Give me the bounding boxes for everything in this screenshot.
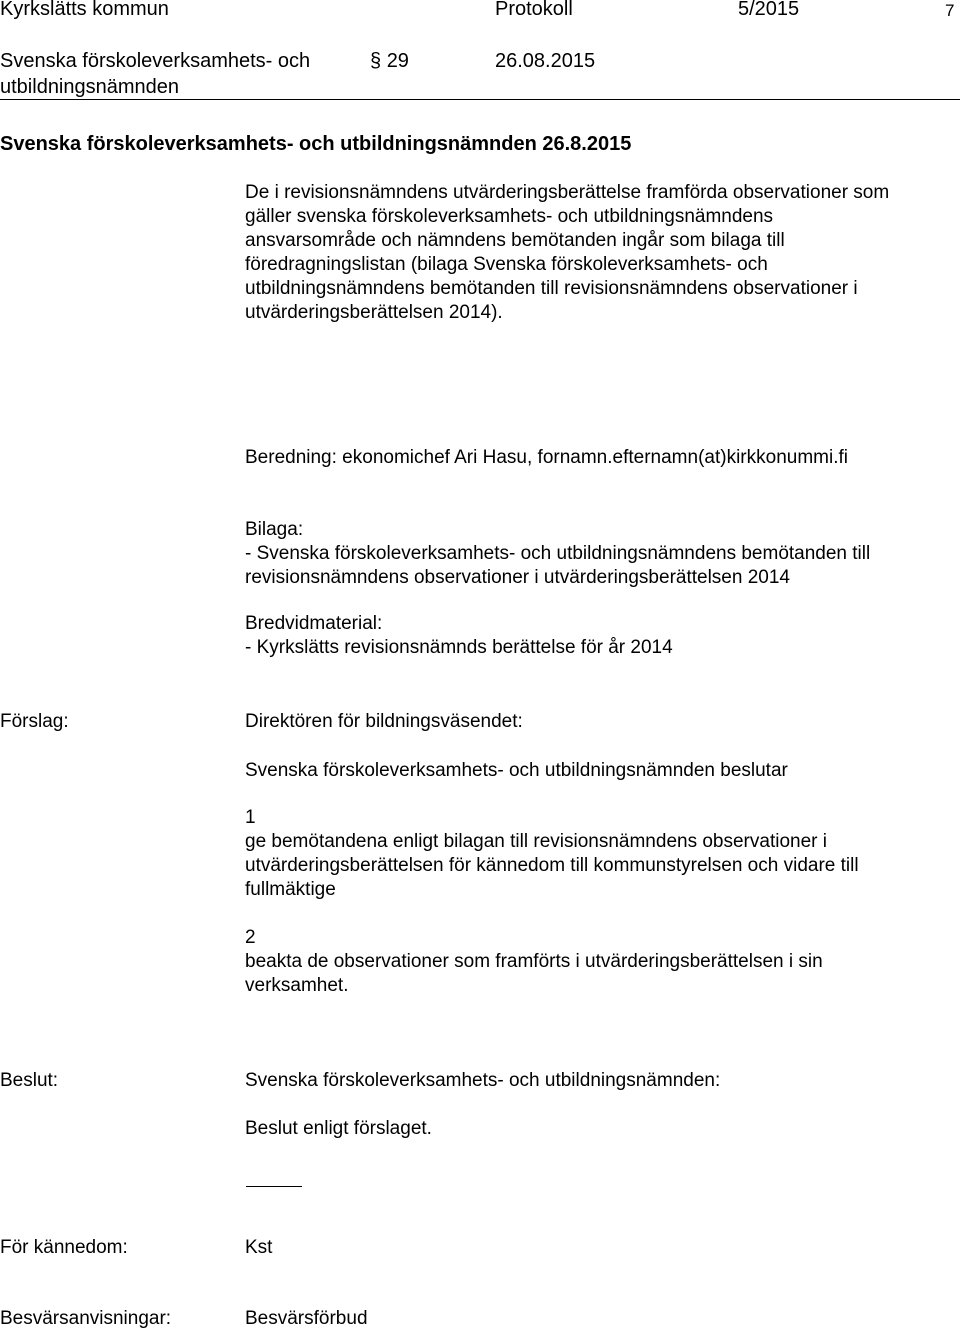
header-body-line2: utbildningsnämnden [0,76,180,98]
forslag-item-2 [245,926,955,998]
item-text-line: fullmäktige [245,879,336,900]
intro-line: utvärderingsberättelsen 2014). [245,302,503,323]
beslut-text: Beslut enligt förslaget. [245,1118,432,1139]
forslag-item-1 [245,806,955,902]
item-number: 1 [245,807,256,828]
beredning-line: Beredning: ekonomichef Ari Hasu, fornamn.efternamn(at)kirkkonummi.fi [245,447,848,468]
header-body-line1: Svenska förskoleverksamhets- och [0,50,311,72]
divider-line [246,1186,302,1187]
intro-paragraph [245,181,955,325]
header-date: 26.08.2015 [495,50,596,72]
bredvidmaterial-item: - Kyrkslätts revisionsnämnds berättelse för år 2014 [245,637,673,658]
bilaga-label: Bilaga: [245,519,304,540]
for-kannedom-value: Kst [245,1237,273,1258]
header-divider [0,99,960,100]
besvarsanvisningar-value: Besvärsförbud [245,1308,368,1329]
document-type: Protokoll [495,0,573,20]
section-number-value: 29 [386,50,409,72]
forslag-decider: Svenska förskoleverksamhets- och utbildningsnämnden beslutar [245,760,788,781]
municipality-name: Kyrkslätts kommun [0,0,169,20]
intro-line: föredragningslistan (bilaga Svenska förskoleverksamhets- och [245,254,768,275]
page-number: 7 [945,1,955,20]
for-kannedom-label: För kännedom: [0,1237,128,1258]
intro-line: utbildningsnämndens bemötanden till revisionsnämndens observationer i [245,278,858,299]
intro-line: gäller svenska förskoleverksamhets- och utbildningsnämndens [245,206,774,227]
forslag-heading: Direktören för bildningsväsendet: [245,711,523,732]
page-title: Svenska förskoleverksamhets- och utbildningsnämnden 26.8.2015 [0,133,632,155]
section-sign-icon: § [370,50,382,72]
bredvidmaterial-label: Bredvidmaterial: [245,613,383,634]
bilaga-block [245,518,955,590]
bredvidmaterial-block [245,612,955,660]
section-number [370,49,409,73]
item-text-line: ge bemötandena enligt bilagan till revisionsnämndens observationer i [245,831,827,852]
intro-line: ansvarsområde och nämndens bemötanden ingår som bilaga till [245,230,785,251]
item-number: 2 [245,927,256,948]
bilaga-item: revisionsnämndens observationer i utvärderingsberättelsen 2014 [245,567,790,588]
item-text-line: verksamhet. [245,975,349,996]
protocol-number: 5/2015 [738,0,800,20]
item-text-line: beakta de observationer som framförts i utvärderingsberättelsen i sin [245,951,823,972]
bilaga-item: - Svenska förskoleverksamhets- och utbildningsnämndens bemötanden till [245,543,871,564]
beslut-body: Svenska förskoleverksamhets- och utbildningsnämnden: [245,1070,721,1091]
forslag-label: Förslag: [0,711,69,732]
item-text-line: utvärderingsberättelsen för kännedom till kommunstyrelsen och vidare till [245,855,859,876]
intro-line: De i revisionsnämndens utvärderingsberättelse framförda observationer som [245,182,890,203]
besvarsanvisningar-label: Besvärsanvisningar: [0,1308,172,1329]
beslut-label: Beslut: [0,1070,59,1091]
